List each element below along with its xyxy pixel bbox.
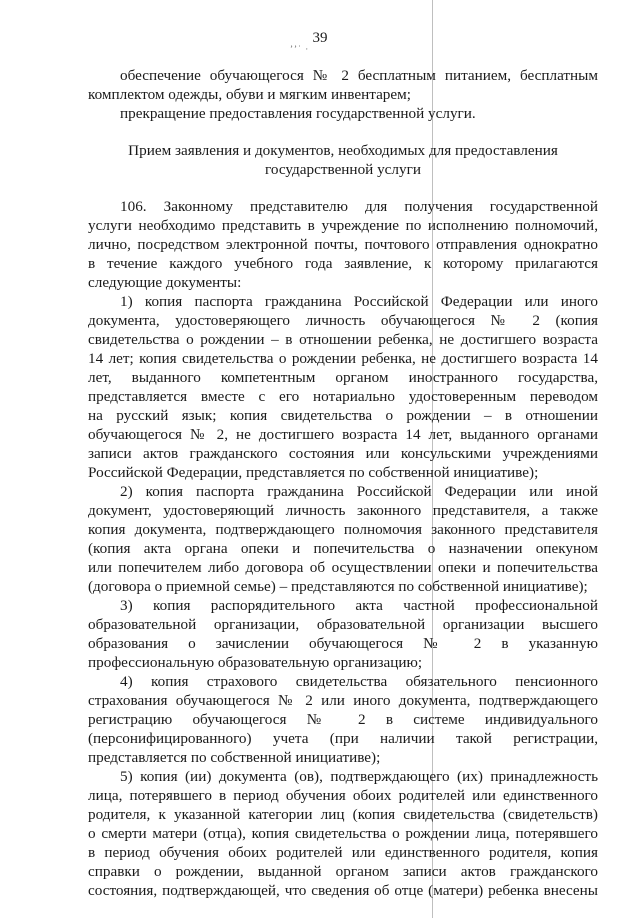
- text-line: представляется по собственной инициативе);: [88, 749, 381, 766]
- text-line: услуги необходимо представить в учреждение по исполнению полномочий,: [88, 217, 598, 234]
- text-line: прекращение предоставления государственной услуги.: [120, 105, 476, 122]
- text-line: копия документа, подтверждающего полномочия законного представителя: [88, 521, 598, 538]
- scan-speck: ʼʼ˙ ·: [290, 44, 310, 54]
- text-line: справки о рождении, выданной органом записи актов гражданского: [88, 863, 598, 880]
- text-line: (копия акта органа опеки и попечительства о назначении опекуном: [88, 540, 598, 557]
- text-line: страхования обучающегося № 2 или иного документа, подтверждающего: [88, 692, 598, 709]
- text-line: записи актов гражданского состояния или консульскими учреждениями: [88, 445, 598, 462]
- list-item-4: 4) копия страхового свидетельства обязательного пенсионного: [120, 673, 598, 690]
- text-line: следующие документы:: [88, 274, 242, 291]
- text-line: на русский язык; копия свидетельства о рождении – в отношении: [88, 407, 598, 424]
- text-line: состояния, подтверждающей, что сведения об отце (матери) ребенка внесены: [88, 882, 598, 899]
- text-line: в период обучения обоих родителей или единственного родителя, копия: [88, 844, 598, 861]
- text-line: комплектом одежды, обуви и мягким инвентарем;: [88, 86, 411, 103]
- text-line: образования о зачислении обучающегося № 2 в указанную: [88, 635, 598, 652]
- text-line: или попечителем либо договора об осуществлении опеки и попечительства: [88, 559, 598, 576]
- list-item-5: 5) копия (ии) документа (ов), подтверждающего (их) принадлежность: [120, 768, 598, 785]
- text-line: образовательной организации, образовательной организации высшего: [88, 616, 598, 633]
- section-heading: Прием заявления и документов, необходимых для предоставления: [128, 142, 558, 159]
- text-line: (договора о приемной семье) – представляются по собственной инициативе);: [88, 578, 588, 595]
- text-line: свидетельства о рождении – в отношении ребенка, не достигшего возраста: [88, 331, 598, 348]
- list-item-2: 2) копия паспорта гражданина Российской Федерации или иной: [120, 483, 598, 500]
- text-line: лично, посредством электронной почты, почтового отправления однократно: [88, 236, 598, 253]
- page-number: 39: [312, 30, 328, 46]
- text-line: регистрацию обучающегося № 2 в системе индивидуального: [88, 711, 598, 728]
- text-line: Российской Федерации, представляется по собственной инициативе);: [88, 464, 539, 481]
- section-heading: государственной услуги: [265, 161, 421, 178]
- text-line: профессиональную образовательную организацию;: [88, 654, 423, 671]
- text-line: документ, удостоверяющий личность законного представителя, а также: [88, 502, 598, 519]
- paragraph-first-line: 106. Законному представителю для получения государственной: [120, 198, 598, 215]
- list-item-3: 3) копия распорядительного акта частной профессиональной: [120, 597, 598, 614]
- text-line: в течение каждого учебного года заявление, к которому прилагаются: [88, 255, 598, 272]
- text-line: обучающегося № 2, не достигшего возраста 14 лет, выданного органами: [88, 426, 598, 443]
- text-line: родителя, к указанной категории лиц (копия свидетельства (свидетельств): [88, 806, 598, 823]
- text-line: обеспечение обучающегося № 2 бесплатным питанием, бесплатным: [120, 67, 598, 84]
- list-item-1: 1) копия паспорта гражданина Российской Федерации или иного: [120, 293, 598, 310]
- text-line: лица, потерявшего в период обучения обоих родителей или единственного: [88, 787, 598, 804]
- text-line: (персонифицированного) учета (при наличии такой регистрации,: [88, 730, 598, 747]
- text-line: документа, удостоверяющего личность обучающегося № 2 (копия: [88, 312, 598, 329]
- text-line: 14 лет; копия свидетельства о рождении ребенка, не достигшего возраста 14: [88, 350, 598, 367]
- text-line: о смерти матери (отца), копия свидетельства о рождении лица, потерявшего: [88, 825, 598, 842]
- text-line: представляется вместе с его нотариально удостоверенным переводом: [88, 388, 598, 405]
- text-line: лет, выданного компетентным органом иностранного государства,: [88, 369, 598, 386]
